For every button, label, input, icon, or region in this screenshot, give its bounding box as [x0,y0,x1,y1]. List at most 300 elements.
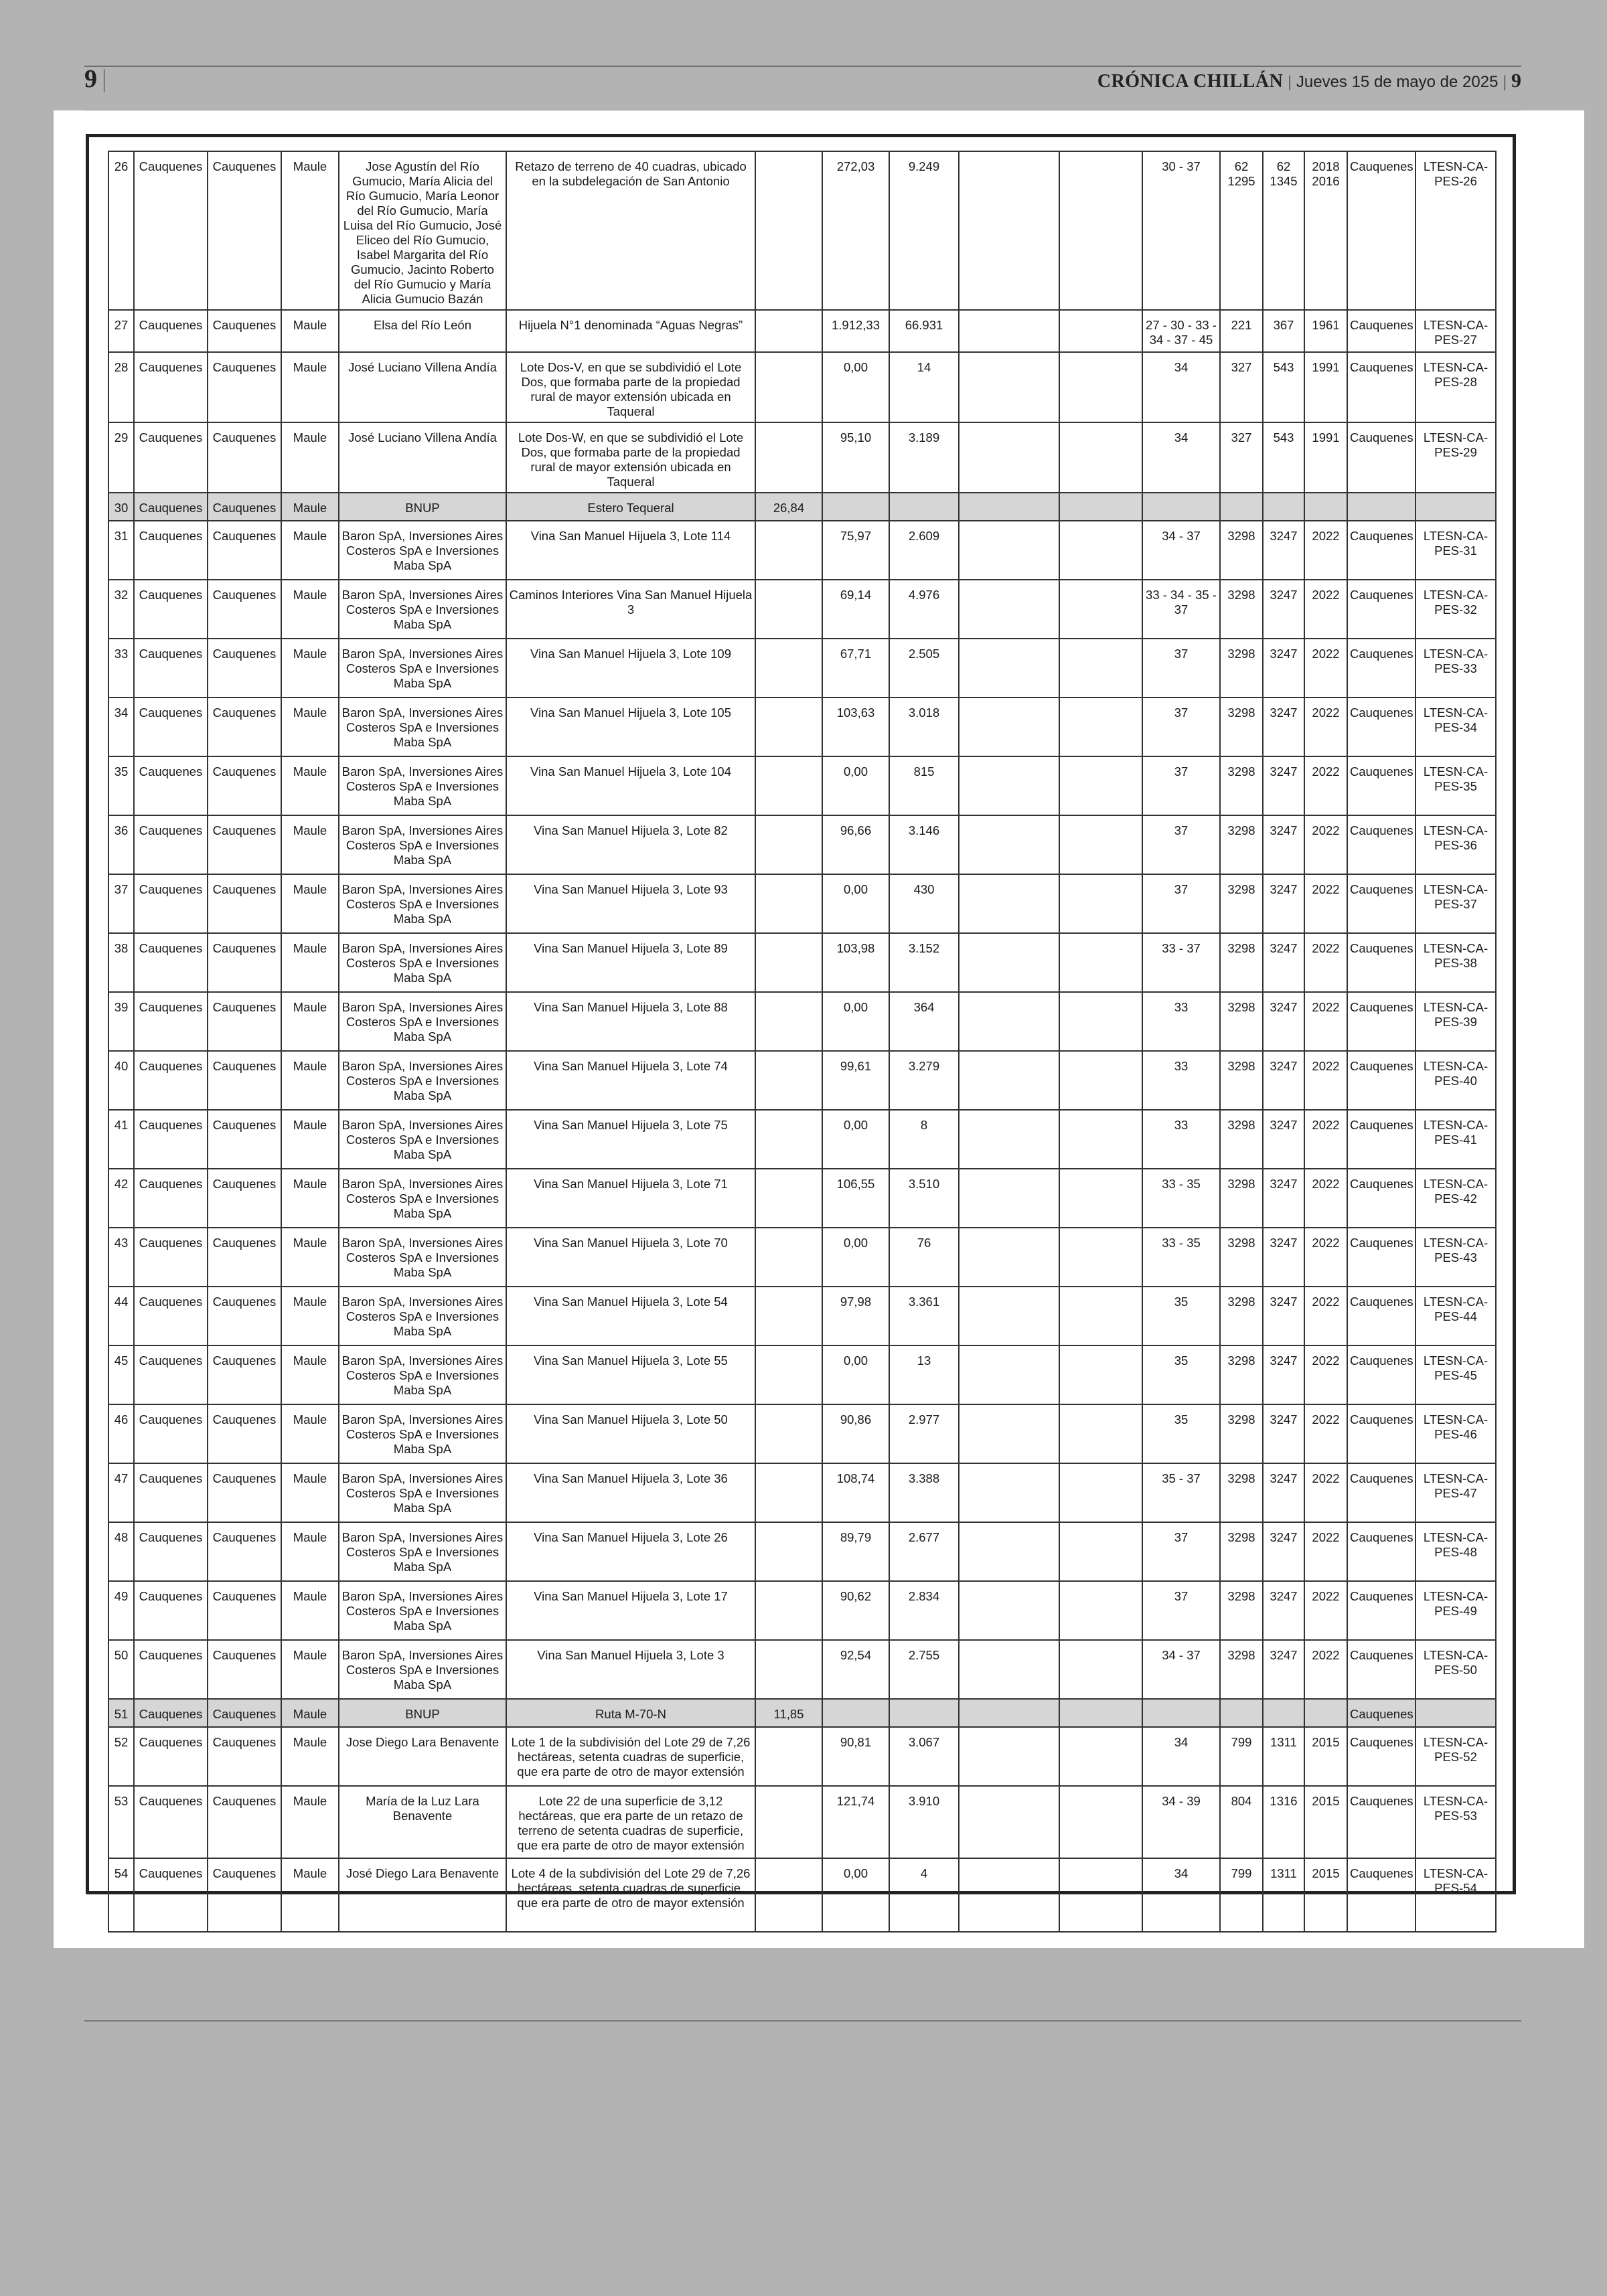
cell-numero: 3247 [1263,1581,1304,1640]
cell-fojas: 3298 [1220,580,1263,639]
table-row [108,1581,1496,1640]
cell-province: Cauquenes [208,874,281,933]
cell-easement-area: 3.018 [889,698,959,756]
cell-col-11 [1059,151,1142,310]
cell-code: LTESN-CA-PES-32 [1415,580,1496,639]
cell-property-description: Vina San Manuel Hijuela 3, Lote 104 [506,756,755,815]
cell-easement-area [889,1699,959,1727]
cell-fojas: 3298 [1220,1287,1263,1345]
cell-numero: 3247 [1263,933,1304,992]
cell-owner: Baron SpA, Inversiones Aires Costeros SpA e Inversiones Maba SpA [339,1345,506,1404]
cell-affected-area: 90,62 [822,1581,889,1640]
cell-col-11 [1059,698,1142,756]
cell-year [1304,493,1347,521]
cell-row-number: 29 [108,422,134,493]
cell-registry: Cauquenes [1347,422,1415,493]
cell-fojas: 804 [1220,1786,1263,1858]
cell-vertices: 33 [1142,992,1220,1051]
cell-col-11 [1059,1110,1142,1169]
cell-owner: Baron SpA, Inversiones Aires Costeros SpA e Inversiones Maba SpA [339,698,506,756]
cell-vertices: 37 [1142,756,1220,815]
cell-numero: 3247 [1263,1522,1304,1581]
cell-region: Maule [281,310,339,352]
cell-commune: Cauquenes [134,1345,208,1404]
cell-vertices: 33 [1142,1110,1220,1169]
cell-easement-area: 815 [889,756,959,815]
cell-col-11 [1059,1640,1142,1699]
cell-col-11 [1059,1463,1142,1522]
cell-row-number: 53 [108,1786,134,1858]
cell-bnup-surface [755,521,822,580]
cell-vertices: 37 [1142,698,1220,756]
cell-commune: Cauquenes [134,639,208,698]
cell-province: Cauquenes [208,1110,281,1169]
cell-vertices: 34 - 39 [1142,1786,1220,1858]
cell-affected-area: 103,63 [822,698,889,756]
masthead [1097,70,1521,92]
cell-vertices: 33 - 37 [1142,933,1220,992]
cell-bnup-surface [755,1858,822,1932]
cell-easement-area: 2.677 [889,1522,959,1581]
cell-col-10 [959,1581,1059,1640]
cell-year: 1991 [1304,352,1347,422]
publication-date: Jueves 15 de mayo de 2025 [1296,73,1499,91]
cell-owner: Baron SpA, Inversiones Aires Costeros SpA e Inversiones Maba SpA [339,992,506,1051]
cell-commune: Cauquenes [134,698,208,756]
cell-vertices: 34 [1142,352,1220,422]
cell-code: LTESN-CA-PES-29 [1415,422,1496,493]
cell-region: Maule [281,933,339,992]
page-number-left-bar: | [102,65,107,93]
cell-col-10 [959,1463,1059,1522]
cell-commune: Cauquenes [134,1463,208,1522]
cell-fojas: 3298 [1220,1640,1263,1699]
cell-owner: Baron SpA, Inversiones Aires Costeros SpA e Inversiones Maba SpA [339,639,506,698]
cell-province: Cauquenes [208,1640,281,1699]
cell-registry: Cauquenes [1347,1699,1415,1727]
cell-region: Maule [281,815,339,874]
cell-col-11 [1059,1169,1142,1228]
table-row [108,933,1496,992]
cell-registry: Cauquenes [1347,756,1415,815]
cell-affected-area: 0,00 [822,1345,889,1404]
cell-row-number: 45 [108,1345,134,1404]
table-row [108,1287,1496,1345]
table-row [108,1522,1496,1581]
cell-vertices: 37 [1142,874,1220,933]
cell-owner: Baron SpA, Inversiones Aires Costeros SpA e Inversiones Maba SpA [339,756,506,815]
cell-numero: 3247 [1263,815,1304,874]
cell-row-number: 49 [108,1581,134,1640]
cell-easement-area: 3.067 [889,1727,959,1786]
table-body [108,151,1496,1932]
cell-code: LTESN-CA-PES-26 [1415,151,1496,310]
cell-vertices: 37 [1142,1522,1220,1581]
cell-col-10 [959,756,1059,815]
cell-vertices: 34 [1142,1858,1220,1932]
cell-registry: Cauquenes [1347,992,1415,1051]
cell-region: Maule [281,639,339,698]
cell-region: Maule [281,1858,339,1932]
cell-easement-area: 2.755 [889,1640,959,1699]
cell-property-description: Vina San Manuel Hijuela 3, Lote 109 [506,639,755,698]
table-row [108,1169,1496,1228]
cell-registry: Cauquenes [1347,1858,1415,1932]
cell-owner: Jose Diego Lara Benavente [339,1727,506,1786]
cell-affected-area: 108,74 [822,1463,889,1522]
cell-vertices: 34 [1142,1727,1220,1786]
cell-owner: BNUP [339,493,506,521]
cell-affected-area: 95,10 [822,422,889,493]
cell-col-11 [1059,1522,1142,1581]
cell-code: LTESN-CA-PES-31 [1415,521,1496,580]
cell-fojas: 3298 [1220,756,1263,815]
cell-bnup-surface [755,1727,822,1786]
cell-affected-area: 90,86 [822,1404,889,1463]
cell-property-description: Vina San Manuel Hijuela 3, Lote 105 [506,698,755,756]
cell-province: Cauquenes [208,1581,281,1640]
cell-province: Cauquenes [208,1858,281,1932]
cell-fojas: 3298 [1220,1522,1263,1581]
cell-region: Maule [281,151,339,310]
cell-numero: 3247 [1263,639,1304,698]
cell-region: Maule [281,580,339,639]
cell-bnup-surface [755,1169,822,1228]
cell-fojas [1220,493,1263,521]
cell-numero [1263,1699,1304,1727]
cell-property-description: Vina San Manuel Hijuela 3, Lote 50 [506,1404,755,1463]
cell-registry: Cauquenes [1347,698,1415,756]
table-row [108,1345,1496,1404]
cell-fojas: 3298 [1220,992,1263,1051]
cell-col-10 [959,310,1059,352]
cell-year: 2022 [1304,756,1347,815]
cell-col-11 [1059,1287,1142,1345]
cell-col-10 [959,1640,1059,1699]
table-row [108,1404,1496,1463]
cell-year: 2022 [1304,639,1347,698]
cell-easement-area: 9.249 [889,151,959,310]
cell-affected-area: 0,00 [822,1110,889,1169]
cell-bnup-surface: 11,85 [755,1699,822,1727]
cell-commune: Cauquenes [134,1858,208,1932]
cell-numero: 3247 [1263,1345,1304,1404]
cell-province: Cauquenes [208,756,281,815]
cell-code: LTESN-CA-PES-44 [1415,1287,1496,1345]
cell-col-11 [1059,874,1142,933]
cell-easement-area: 4 [889,1858,959,1932]
cell-col-10 [959,698,1059,756]
cell-bnup-surface [755,580,822,639]
cell-commune: Cauquenes [134,151,208,310]
page-sheet [54,110,1584,1948]
cell-bnup-surface [755,310,822,352]
cell-fojas: 221 [1220,310,1263,352]
cell-col-10 [959,874,1059,933]
table-row [108,992,1496,1051]
cell-col-10 [959,521,1059,580]
cell-owner: Jose Agustín del Río Gumucio, María Alicia del Río Gumucio, María Leonor del Río Gumucio, María Luisa del Río Gumucio, José Eliceo del Río Gumucio, Isabel Margarita del Río Gumucio, Jacinto Roberto del Río Gumucio y María Alicia Gumucio Bazán [339,151,506,310]
cell-property-description: Vina San Manuel Hijuela 3, Lote 36 [506,1463,755,1522]
table-row [108,1051,1496,1110]
cell-easement-area: 3.388 [889,1463,959,1522]
cell-affected-area: 90,81 [822,1727,889,1786]
cell-province: Cauquenes [208,1287,281,1345]
table-row [108,1110,1496,1169]
cell-property-description: Lote Dos-V, en que se subdividió el Lote Dos, que formaba parte de la propiedad rural de mayor extensión ubicada en Taqueral [506,352,755,422]
cell-province: Cauquenes [208,639,281,698]
cell-code: LTESN-CA-PES-27 [1415,310,1496,352]
cell-col-10 [959,422,1059,493]
cell-registry: Cauquenes [1347,1228,1415,1287]
cell-affected-area: 69,14 [822,580,889,639]
cell-affected-area [822,1699,889,1727]
cell-easement-area: 76 [889,1228,959,1287]
cell-owner: María de la Luz Lara Benavente [339,1786,506,1858]
cell-col-11 [1059,422,1142,493]
cell-fojas [1220,1699,1263,1727]
cell-owner: Baron SpA, Inversiones Aires Costeros SpA e Inversiones Maba SpA [339,1404,506,1463]
cell-numero: 1311 [1263,1858,1304,1932]
cell-affected-area: 92,54 [822,1640,889,1699]
cell-row-number: 41 [108,1110,134,1169]
table-row [108,493,1496,521]
table-row [108,1699,1496,1727]
cell-property-description: Lote 1 de la subdivisión del Lote 29 de 7,26 hectáreas, setenta cuadras de superficie, que era parte de otro de mayor extensión [506,1727,755,1786]
cell-row-number: 42 [108,1169,134,1228]
cell-bnup-surface [755,933,822,992]
table-row [108,310,1496,352]
cell-code: LTESN-CA-PES-49 [1415,1581,1496,1640]
cell-region: Maule [281,1051,339,1110]
cell-bnup-surface [755,1345,822,1404]
cell-commune: Cauquenes [134,1581,208,1640]
cell-owner: Baron SpA, Inversiones Aires Costeros SpA e Inversiones Maba SpA [339,1169,506,1228]
cell-fojas: 3298 [1220,639,1263,698]
cell-owner: Baron SpA, Inversiones Aires Costeros SpA e Inversiones Maba SpA [339,1051,506,1110]
cell-code: LTESN-CA-PES-35 [1415,756,1496,815]
cell-bnup-surface [755,639,822,698]
cell-bnup-surface [755,874,822,933]
table-row [108,422,1496,493]
cell-vertices: 35 [1142,1345,1220,1404]
cell-code: LTESN-CA-PES-42 [1415,1169,1496,1228]
cell-bnup-surface [755,1463,822,1522]
cell-col-10 [959,580,1059,639]
cell-col-10 [959,1051,1059,1110]
cell-numero: 367 [1263,310,1304,352]
cell-commune: Cauquenes [134,1522,208,1581]
cell-property-description: Vina San Manuel Hijuela 3, Lote 93 [506,874,755,933]
cell-property-description: Estero Tequeral [506,493,755,521]
cell-row-number: 46 [108,1404,134,1463]
cell-owner: Baron SpA, Inversiones Aires Costeros SpA e Inversiones Maba SpA [339,1581,506,1640]
cell-registry: Cauquenes [1347,1287,1415,1345]
cell-vertices: 30 - 37 [1142,151,1220,310]
cell-region: Maule [281,1581,339,1640]
cell-property-description: Caminos Interiores Vina San Manuel Hijuela 3 [506,580,755,639]
cell-col-10 [959,1727,1059,1786]
cell-affected-area: 0,00 [822,1858,889,1932]
cell-region: Maule [281,493,339,521]
cell-col-11 [1059,1699,1142,1727]
cell-property-description: Retazo de terreno de 40 cuadras, ubicado en la subdelegación de San Antonio [506,151,755,310]
cell-property-description: Ruta M-70-N [506,1699,755,1727]
cell-registry: Cauquenes [1347,352,1415,422]
cell-easement-area: 430 [889,874,959,933]
cell-bnup-surface [755,1228,822,1287]
cell-property-description: Vina San Manuel Hijuela 3, Lote 3 [506,1640,755,1699]
cell-col-11 [1059,521,1142,580]
cell-numero: 1311 [1263,1727,1304,1786]
cell-province: Cauquenes [208,1404,281,1463]
cell-code: LTESN-CA-PES-36 [1415,815,1496,874]
cell-fojas: 799 [1220,1858,1263,1932]
cell-registry: Cauquenes [1347,1581,1415,1640]
table-row [108,1463,1496,1522]
cell-code: LTESN-CA-PES-33 [1415,639,1496,698]
cell-property-description: Vina San Manuel Hijuela 3, Lote 82 [506,815,755,874]
header-top-rule [84,66,1521,67]
cell-bnup-surface [755,1287,822,1345]
cell-vertices: 34 - 37 [1142,1640,1220,1699]
table-row [108,1640,1496,1699]
cell-fojas: 3298 [1220,1169,1263,1228]
cell-commune: Cauquenes [134,521,208,580]
cell-region: Maule [281,1287,339,1345]
newspaper-brand: CRÓNICA CHILLÁN [1097,71,1284,92]
cell-numero: 3247 [1263,1110,1304,1169]
cell-col-10 [959,992,1059,1051]
cell-bnup-surface [755,1051,822,1110]
cell-registry: Cauquenes [1347,1404,1415,1463]
cell-year: 2022 [1304,933,1347,992]
cell-row-number: 40 [108,1051,134,1110]
cell-col-10 [959,493,1059,521]
cell-commune: Cauquenes [134,933,208,992]
cell-col-11 [1059,1727,1142,1786]
cell-bnup-surface [755,422,822,493]
cell-col-11 [1059,1345,1142,1404]
footer-rule [84,2020,1521,2022]
cell-province: Cauquenes [208,422,281,493]
cell-affected-area: 1.912,33 [822,310,889,352]
table-row [108,1727,1496,1786]
cell-affected-area: 0,00 [822,992,889,1051]
cell-registry: Cauquenes [1347,1786,1415,1858]
cell-year: 2015 [1304,1727,1347,1786]
cell-row-number: 50 [108,1640,134,1699]
page-number-left: 9 [84,65,97,93]
cell-bnup-surface [755,815,822,874]
cell-code: LTESN-CA-PES-39 [1415,992,1496,1051]
cell-bnup-surface [755,992,822,1051]
cell-affected-area [822,493,889,521]
cell-code: LTESN-CA-PES-48 [1415,1522,1496,1581]
cell-affected-area: 99,61 [822,1051,889,1110]
cell-year: 2022 [1304,1051,1347,1110]
cell-col-11 [1059,1858,1142,1932]
cell-year [1304,1699,1347,1727]
cell-numero: 3247 [1263,1169,1304,1228]
cell-col-10 [959,1228,1059,1287]
cell-province: Cauquenes [208,580,281,639]
cell-region: Maule [281,992,339,1051]
cell-province: Cauquenes [208,992,281,1051]
cell-commune: Cauquenes [134,352,208,422]
cell-affected-area: 96,66 [822,815,889,874]
cell-year: 2015 [1304,1858,1347,1932]
cell-col-10 [959,1345,1059,1404]
cell-easement-area: 3.189 [889,422,959,493]
cell-owner: Baron SpA, Inversiones Aires Costeros SpA e Inversiones Maba SpA [339,1640,506,1699]
cell-numero: 3247 [1263,1228,1304,1287]
cell-row-number: 44 [108,1287,134,1345]
cell-numero: 3247 [1263,521,1304,580]
cell-province: Cauquenes [208,352,281,422]
cell-code: LTESN-CA-PES-53 [1415,1786,1496,1858]
cell-region: Maule [281,1699,339,1727]
cell-region: Maule [281,1169,339,1228]
cell-vertices: 37 [1142,815,1220,874]
cell-commune: Cauquenes [134,1640,208,1699]
cell-property-description: Vina San Manuel Hijuela 3, Lote 17 [506,1581,755,1640]
cell-fojas: 327 [1220,352,1263,422]
cell-row-number: 26 [108,151,134,310]
cell-property-description: Vina San Manuel Hijuela 3, Lote 88 [506,992,755,1051]
cell-fojas: 3298 [1220,1463,1263,1522]
cell-vertices: 37 [1142,639,1220,698]
cell-year: 2022 [1304,1228,1347,1287]
cell-fojas: 3298 [1220,933,1263,992]
cell-numero [1263,493,1304,521]
cell-col-11 [1059,1051,1142,1110]
cell-col-10 [959,1287,1059,1345]
cell-commune: Cauquenes [134,815,208,874]
cell-row-number: 52 [108,1727,134,1786]
cell-province: Cauquenes [208,1727,281,1786]
cell-property-description: Vina San Manuel Hijuela 3, Lote 70 [506,1228,755,1287]
cell-province: Cauquenes [208,1051,281,1110]
cell-numero: 3247 [1263,1463,1304,1522]
cell-code: LTESN-CA-PES-43 [1415,1228,1496,1287]
cell-vertices: 34 - 37 [1142,521,1220,580]
cell-commune: Cauquenes [134,1110,208,1169]
cell-code: LTESN-CA-PES-45 [1415,1345,1496,1404]
cell-year: 2022 [1304,698,1347,756]
cell-registry: Cauquenes [1347,874,1415,933]
cell-easement-area: 13 [889,1345,959,1404]
cell-col-10 [959,639,1059,698]
cell-fojas: 3298 [1220,521,1263,580]
cell-commune: Cauquenes [134,1228,208,1287]
cell-year: 2018 2016 [1304,151,1347,310]
cell-registry: Cauquenes [1347,1640,1415,1699]
cell-code: LTESN-CA-PES-38 [1415,933,1496,992]
cell-numero: 3247 [1263,698,1304,756]
cell-col-10 [959,1699,1059,1727]
cell-year: 2022 [1304,1287,1347,1345]
table-row [108,874,1496,933]
cell-col-11 [1059,815,1142,874]
cell-property-description: Vina San Manuel Hijuela 3, Lote 75 [506,1110,755,1169]
cell-col-11 [1059,1581,1142,1640]
cell-commune: Cauquenes [134,1287,208,1345]
cell-region: Maule [281,1727,339,1786]
cell-fojas: 62 1295 [1220,151,1263,310]
cell-row-number: 31 [108,521,134,580]
cell-easement-area: 2.834 [889,1581,959,1640]
